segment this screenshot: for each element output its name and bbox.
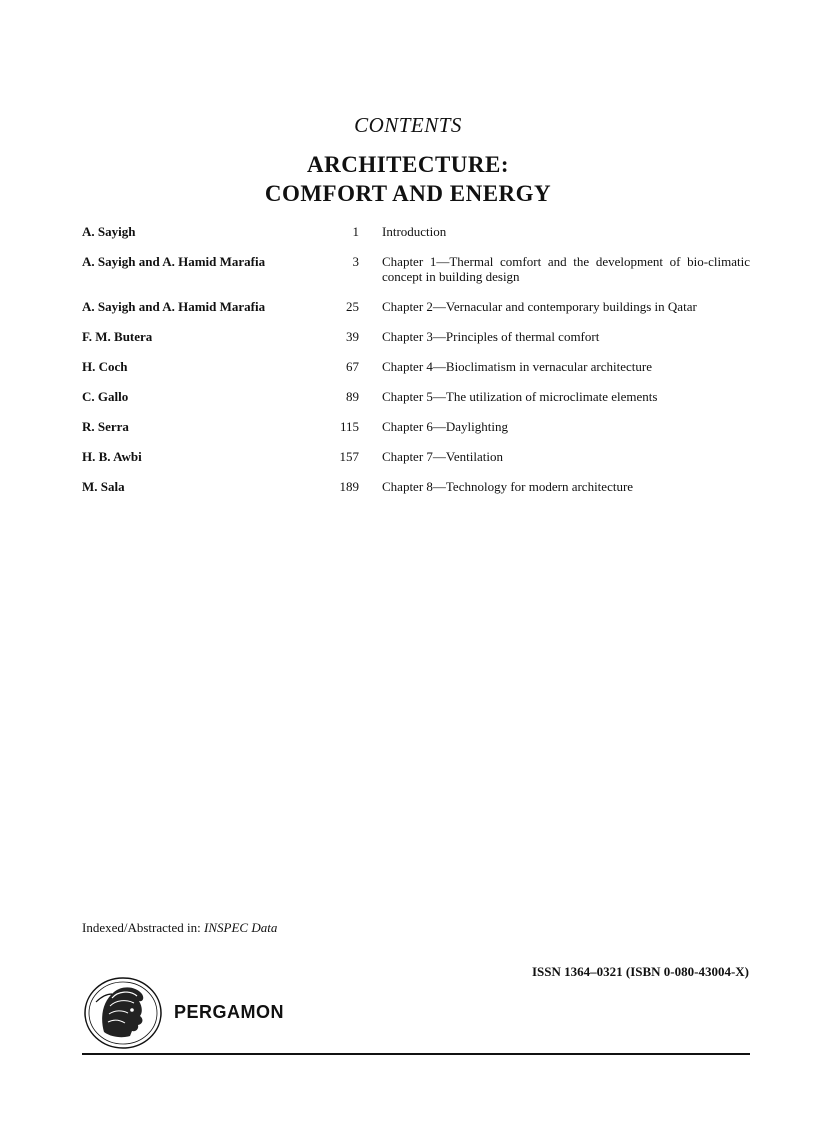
issn-isbn: ISSN 1364–0321 (ISBN 0-080-43004-X): [531, 964, 749, 979]
toc-author: H. Coch: [82, 359, 128, 374]
toc-entry-chapter-5: [82, 389, 750, 404]
toc-page-number: 67: [346, 359, 359, 374]
toc-entry-chapter-8: [82, 479, 750, 494]
toc-entry-introduction: [82, 224, 750, 239]
contents-heading: CONTENTS: [354, 113, 462, 137]
toc-author: R. Serra: [82, 419, 129, 434]
indexing-prefix: Indexed/Abstracted in:: [82, 920, 205, 935]
toc-page-number: 189: [339, 479, 359, 494]
toc-title: Chapter 6—Daylighting: [382, 419, 509, 434]
toc-title: Chapter 2—Vernacular and contemporary buildings in Qatar: [382, 299, 697, 314]
volume-title-line-2: COMFORT AND ENERGY: [264, 181, 552, 206]
volume-title-line-1: ARCHITECTURE:: [306, 152, 510, 177]
toc-entry-chapter-3: [82, 329, 750, 344]
toc-page-number: 115: [339, 419, 359, 434]
toc-title: Chapter 3—Principles of thermal comfort: [382, 329, 600, 344]
toc-author: H. B. Awbi: [82, 449, 142, 464]
toc-page-number: 3: [352, 254, 359, 269]
toc-page-number: 1: [352, 224, 359, 239]
toc-page-number: 39: [346, 329, 359, 344]
toc-author: M. Sala: [82, 479, 125, 494]
publisher-name: PERGAMON: [174, 1002, 285, 1022]
table-of-contents: [82, 224, 750, 494]
toc-entry-chapter-4: [82, 359, 750, 374]
toc-author: A. Sayigh and A. Hamid Marafia: [82, 254, 266, 269]
volume-title: [0, 150, 816, 208]
toc-page-number: 157: [339, 449, 359, 464]
footer-divider: [82, 1053, 750, 1055]
toc-title: Chapter 4—Bioclimatism in vernacular architecture: [382, 359, 653, 374]
indexing-database: INSPEC Data: [204, 920, 278, 935]
toc-entry-chapter-6: [82, 419, 750, 434]
toc-title: Chapter 1—Thermal comfort and the development of bio-climatic concept in building design: [382, 254, 750, 284]
toc-entry-chapter-7: [82, 449, 750, 464]
indexing-note: [82, 920, 277, 936]
toc-author: A. Sayigh: [82, 224, 136, 239]
pergamon-athena-logo-icon: [82, 972, 164, 1054]
toc-entry-chapter-1: [82, 254, 750, 284]
toc-entry-chapter-2: [82, 299, 750, 314]
toc-title: Introduction: [382, 224, 447, 239]
toc-page-number: 89: [346, 389, 359, 404]
toc-title: Chapter 8—Technology for modern architecture: [382, 479, 634, 494]
toc-title: Chapter 5—The utilization of microclimate elements: [382, 389, 658, 404]
toc-author: A. Sayigh and A. Hamid Marafia: [82, 299, 266, 314]
toc-author: C. Gallo: [82, 389, 129, 404]
toc-page-number: 25: [346, 299, 359, 314]
toc-author: F. M. Butera: [82, 329, 153, 344]
toc-title: Chapter 7—Ventilation: [382, 449, 503, 464]
